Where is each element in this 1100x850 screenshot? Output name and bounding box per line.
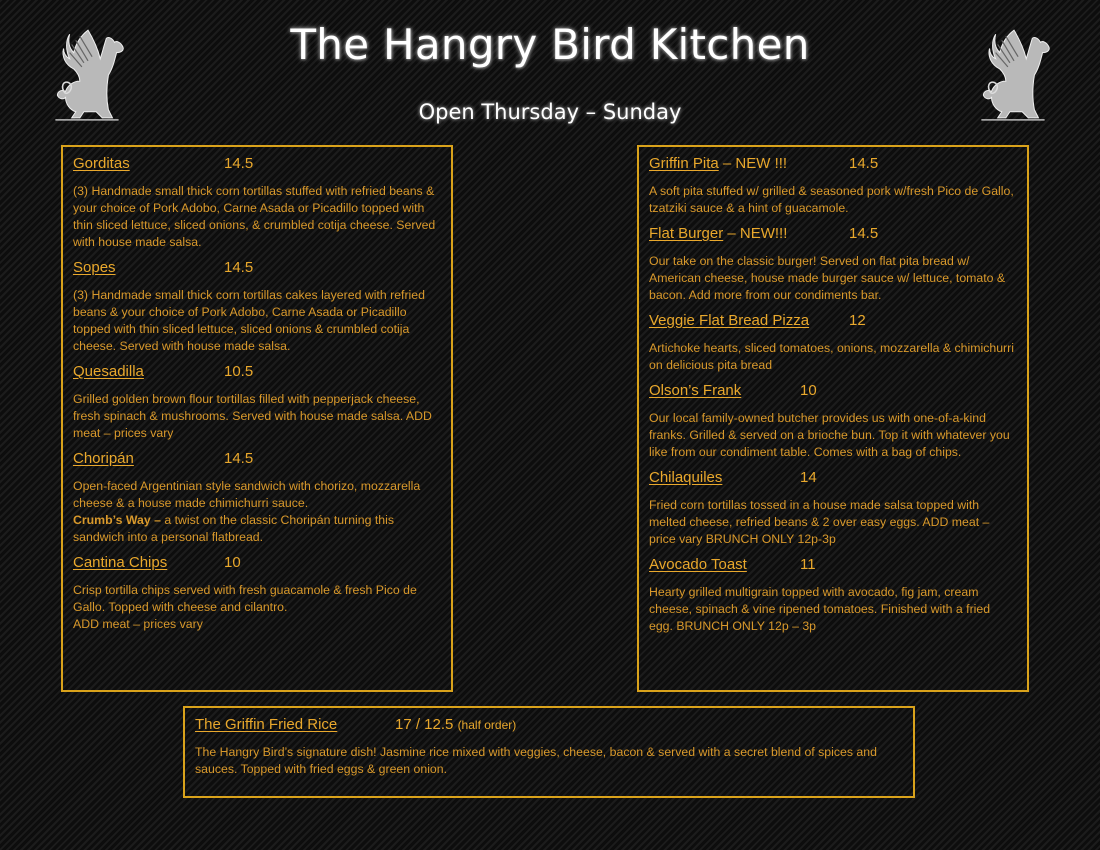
item-name: Quesadilla xyxy=(73,363,144,380)
item-price: 17 / 12.5 xyxy=(395,716,454,733)
item-description: Artichoke hearts, sliced tomatoes, onions, mozzarella & chimichurri on delicious pita bread xyxy=(649,341,1014,372)
menu-item xyxy=(649,225,1017,304)
menu-item xyxy=(73,259,441,355)
item-name: Olson’s Frank xyxy=(649,382,742,399)
item-price: 14.5 xyxy=(224,450,254,467)
item-description: Our local family-owned butcher provides us with one-of-a-kind franks. Grilled & served on a brioche bun. Top it with whatever you like from our condiment table. Comes with a bag of chips. xyxy=(649,411,1010,459)
item-description-tail: a twist on the classic Choripán turning this sandwich into a personal flatbread. xyxy=(73,513,394,544)
item-description: Our take on the classic burger! Served on flat pita bread w/ American cheese, house made burger sauce w/ lettuce, tomato & bacon. Add more from our condiments bar. xyxy=(649,254,1006,302)
menu-item xyxy=(73,450,441,546)
item-description: (3) Handmade small thick corn tortillas stuffed with refried beans & your choice of Pork Adobo, Carne Asada or Picadillo topped with thin sliced lettuce, sliced onions, & crumbled cotija cheese. Served with house made salsa. xyxy=(73,184,436,249)
item-price: 14.5 xyxy=(224,155,254,172)
item-price: 12 xyxy=(849,312,866,329)
half-order-note: (half order) xyxy=(457,718,517,732)
menu-item xyxy=(649,469,1017,548)
new-badge: – NEW!!! xyxy=(723,225,788,242)
item-price: 11 xyxy=(800,556,816,573)
signature-dish-box xyxy=(183,706,915,798)
item-description: Fried corn tortillas tossed in a house made salsa topped with melted cheese, refried beans & 2 over easy eggs. ADD meat – price vary BRUNCH ONLY 12p-3p xyxy=(649,498,990,546)
item-price: 10 xyxy=(800,382,817,399)
item-name: The Griffin Fried Rice xyxy=(195,716,338,733)
menu-item xyxy=(73,554,441,633)
item-description: Grilled golden brown flour tortillas filled with pepperjack cheese, fresh spinach & mushrooms. Served with house made salsa. ADD meat – prices vary xyxy=(73,392,432,440)
new-badge: – NEW !!! xyxy=(718,155,788,172)
menu-item xyxy=(649,312,1017,374)
item-description: The Hangry Bird’s signature dish! Jasmine rice mixed with veggies, cheese, bacon & served with a secret blend of spices and sauces. Topped with fried eggs & green onion. xyxy=(195,745,877,776)
item-name: Gorditas xyxy=(73,155,130,172)
opening-days: Open Thursday – Sunday xyxy=(418,100,682,124)
menu-section-left xyxy=(61,145,453,692)
item-price: 14.5 xyxy=(849,225,879,242)
item-name: Choripán xyxy=(73,450,134,467)
item-description-text: Open-faced Argentinian style sandwich with chorizo, mozzarella cheese & a house made chimichurri sauce. xyxy=(73,479,421,510)
add-meat-note: ADD meat – prices vary xyxy=(73,617,203,631)
item-description xyxy=(73,582,441,633)
item-price: 14.5 xyxy=(849,155,879,172)
item-name: Cantina Chips xyxy=(73,554,168,571)
item-description xyxy=(73,478,441,546)
item-name: Griffin Pita xyxy=(649,155,719,172)
menu-item xyxy=(649,382,1017,461)
item-description: A soft pita stuffed w/ grilled & seasoned pork w/fresh Pico de Gallo, tzatziki sauce & a hint of guacamole. xyxy=(649,184,1014,215)
item-price: 14.5 xyxy=(224,259,254,276)
crumbs-way-label: Crumb’s Way – xyxy=(73,513,161,527)
item-price: 10 xyxy=(224,554,241,571)
item-price-group xyxy=(395,716,516,733)
item-name: Veggie Flat Bread Pizza xyxy=(649,312,810,329)
menu-section-right xyxy=(637,145,1029,692)
menu-item xyxy=(73,363,441,442)
menu-item xyxy=(649,155,1017,217)
page-title: The Hangry Bird Kitchen xyxy=(290,20,810,69)
item-description: Hearty grilled multigrain topped with avocado, fig jam, cream cheese, spinach & vine ripened tomatoes. Finished with a fried egg. BRUNCH ONLY 12p – 3p xyxy=(649,585,991,633)
item-name: Chilaquiles xyxy=(649,469,723,486)
item-price: 10.5 xyxy=(224,363,254,380)
item-description-text: Crisp tortilla chips served with fresh guacamole & fresh Pico de Gallo. Topped with cheese and cilantro. xyxy=(73,583,417,614)
item-price: 14 xyxy=(800,469,817,486)
menu-item xyxy=(73,155,441,251)
item-description: (3) Handmade small thick corn tortillas cakes layered with refried beans & your choice of Pork Adobo, Carne Asada or Picadillo topped with thin sliced lettuce, sliced onions & crumbled cotija cheese. Served with house made salsa. xyxy=(73,288,425,353)
item-name: Flat Burger xyxy=(649,225,724,242)
item-name: Sopes xyxy=(73,259,116,276)
item-name: Avocado Toast xyxy=(649,556,747,573)
menu-item xyxy=(649,556,1017,635)
